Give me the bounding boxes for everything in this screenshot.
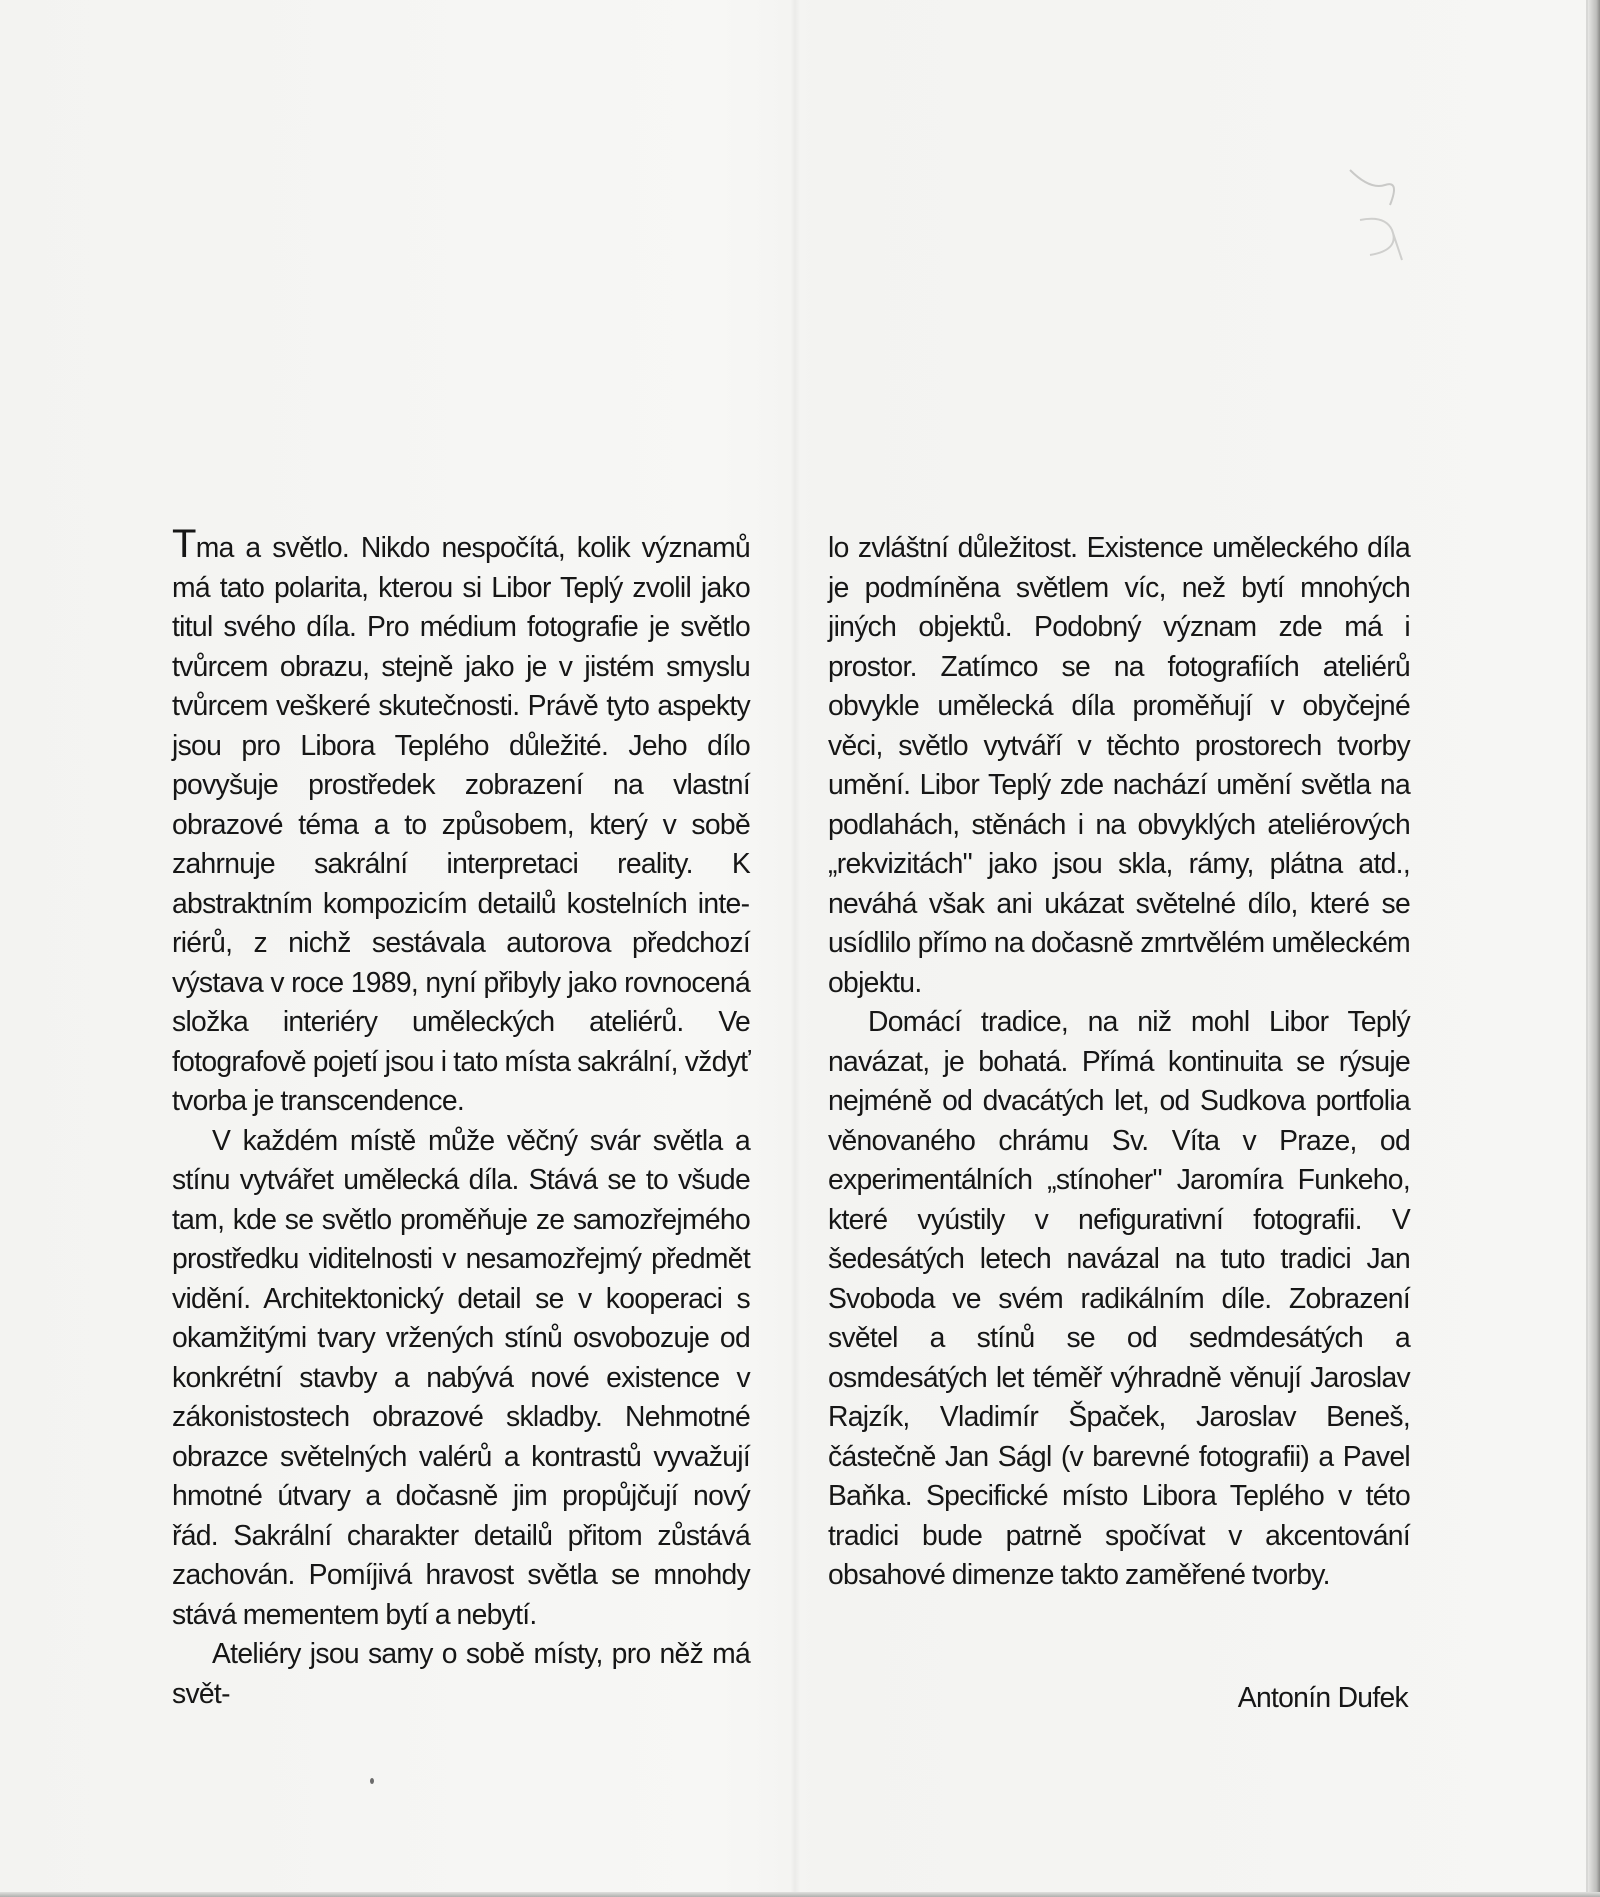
paragraph-text: ma a světlo. Nikdo nespočítá, kolik významů má tato polarita, kterou si Libor Teplý zvolil jako titul svého díla. Pro médium fotografie je světlo tvůrcem obrazu, stejně jako je v jistém smyslu tvůrcem veškeré skutečnosti. Právě tyto aspekty jsou pro Libora Teplého důležité. Jeho dílo povyšuje prostředek zobrazení na vlastní obrazové téma a to způsobem, který v sobě zahrnuje sakrální interpretaci reality. K abstraktním kompozicím detailů kostelních interiérů, z nichž sestávala autorova předchozí výstava v roce 1989, nyní přibyly jako rovnocená složka interiéry uměleckých ateliérů. Ve fotografově pojetí jsou i tato místa sakrální, vždyť tvorba je transcendence. — [172, 531, 750, 1116]
text-column-left — [172, 522, 750, 1713]
dust-speck — [370, 1778, 374, 1784]
author-signature: Antonín Dufek — [1237, 1681, 1408, 1713]
page-bottom-edge — [0, 1892, 1600, 1897]
paragraph: V každém místě může věčný svár světla a stínu vytvářet umělecká díla. Stává se to všude tam, kde se světlo proměňuje ze samozřejmého prostředku viditelnosti v nesamozřejmý předmět vidění. Architektonický detail se v kooperaci s okamžitými tvary vržených stínů osvobozuje od konkrétní stavby a nabývá nové existence v zákonistostech obrazové skladby. Nehmotné obrazce světelných valérů a kontrastů vyvažují hmotné útvary a dočasně jim propůjčují nový řád. Sakrální charakter detailů přitom zůstává zachován. Pomíjivá hravost světla se mnohdy stává mementem bytí a nebytí. — [172, 1123, 750, 1630]
paragraph: Ateliéry jsou samy o sobě místy, pro něž má svět- — [172, 1637, 750, 1709]
initial-letter: T — [172, 522, 196, 566]
paragraph — [172, 522, 750, 1121]
paragraph: lo zvláštní důležitost. Existence uměleckého díla je podmíněna světlem víc, než bytí mnohých jiných objektů. Podobný význam zde má i prostor. Zatímco se na fotografiích ateliérů obvykle umělecká díla proměňují v obyčejné věci, světlo vytváří v těchto prostorech tvorby umění. Libor Teplý zde nachází umění světla na podlahách, stěnách i na obvyklých ateliérových „rekvizitách" jako jsou skla, rámy, plátna atd., neváhá však ani ukázat světelné dílo, které se usídlilo přímo na dočasně zmrtvělém uměleckém objektu. — [828, 531, 1410, 998]
pencil-mark-icon — [1330, 160, 1410, 270]
paragraph: Domácí tradice, na niž mohl Libor Teplý navázat, je bohatá. Přímá kontinuita se rýsuje nejméně od dvacátých let, od Sudkova portfolia věnovaného chrámu Sv. Víta v Praze, od experimentálních „stínoher" Jaromíra Funkeho, které vyústily v nefigurativní fotografii. V šedesátých letech navázal na tuto tradici Jan Svoboda ve svém radikálním díle. Zobrazení světel a stínů se od sedmdesátých a osmdesátých let téměř výhradně věnují Jaroslav Rajzík, Vladimír Špaček, Jaroslav Beneš, částečně Jan Ságl (v barevné fotografii) a Pavel Baňka. Specifické místo Libora Teplého v této tradici bude patrně spočívat v akcentování obsahové dimenze takto zaměřené tvorby. — [828, 1005, 1410, 1590]
text-column-right — [828, 528, 1410, 1595]
page-edge-shadow — [1588, 0, 1600, 1897]
page-fold — [790, 0, 800, 1897]
